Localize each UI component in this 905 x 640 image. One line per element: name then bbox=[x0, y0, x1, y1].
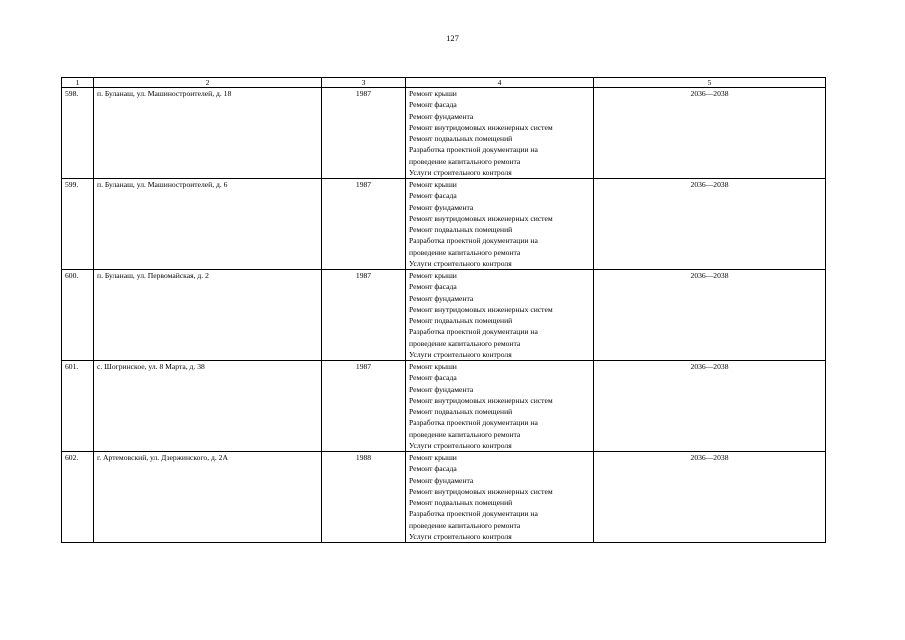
row-number-cell: 600. bbox=[62, 270, 94, 361]
work-item: Ремонт крыши bbox=[409, 362, 457, 371]
year-cell: 1987 bbox=[322, 270, 406, 361]
work-item: Ремонт внутридомовых инженерных систем bbox=[409, 395, 553, 405]
work-item: Ремонт крыши bbox=[409, 453, 457, 462]
work-item: проведение капитального ремонта bbox=[409, 338, 521, 348]
work-item: проведение капитального ремонта bbox=[409, 520, 521, 530]
work-item: проведение капитального ремонта bbox=[409, 156, 521, 166]
work-item: Ремонт фундамента bbox=[409, 384, 474, 394]
work-item: Ремонт фасада bbox=[409, 191, 457, 201]
work-item: Ремонт крыши bbox=[409, 89, 457, 98]
row-number-cell: 599. bbox=[62, 179, 94, 270]
work-item: Ремонт фасада bbox=[409, 373, 457, 383]
work-item: Услуги строительного контроля bbox=[409, 258, 512, 268]
work-item: Разработка проектной документации на bbox=[409, 327, 538, 337]
work-item: Ремонт фундамента bbox=[409, 475, 474, 485]
work-item: Разработка проектной документации на bbox=[409, 418, 538, 428]
period-cell: 2036—2038 bbox=[594, 88, 826, 179]
column-header: 2 bbox=[94, 78, 322, 88]
work-item: Разработка проектной документации на bbox=[409, 236, 538, 246]
work-item: Услуги строительного контроля bbox=[409, 167, 512, 177]
work-item: Ремонт фундамента bbox=[409, 293, 474, 303]
address-cell: п. Буланаш, ул. Первомайская, д. 2 bbox=[94, 270, 322, 361]
work-item: Ремонт внутридомовых инженерных систем bbox=[409, 486, 553, 496]
table-row bbox=[62, 270, 826, 361]
column-header: 4 bbox=[406, 78, 594, 88]
works-cell bbox=[406, 361, 594, 452]
address-cell: п. Буланаш, ул. Машиностроителей, д. 18 bbox=[94, 88, 322, 179]
table-row bbox=[62, 88, 826, 179]
works-cell bbox=[406, 88, 594, 179]
address-cell: г. Артемовский, ул. Дзержинского, д. 2А bbox=[94, 452, 322, 543]
work-item: Разработка проектной документации на bbox=[409, 145, 538, 155]
work-item: Ремонт внутридомовых инженерных систем bbox=[409, 304, 553, 314]
table-row bbox=[62, 361, 826, 452]
period-cell: 2036—2038 bbox=[594, 361, 826, 452]
work-item: Ремонт внутридомовых инженерных систем bbox=[409, 122, 553, 132]
table-body bbox=[62, 88, 826, 543]
works-cell bbox=[406, 452, 594, 543]
work-item: проведение капитального ремонта bbox=[409, 429, 521, 439]
work-item: Услуги строительного контроля bbox=[409, 531, 512, 541]
work-item: Ремонт фасада bbox=[409, 282, 457, 292]
table-row bbox=[62, 452, 826, 543]
work-item: Ремонт подвальных помещений bbox=[409, 134, 513, 143]
column-header: 3 bbox=[322, 78, 406, 88]
period-cell: 2036—2038 bbox=[594, 452, 826, 543]
row-number-cell: 598. bbox=[62, 88, 94, 179]
period-cell: 2036—2038 bbox=[594, 179, 826, 270]
row-number-cell: 601. bbox=[62, 361, 94, 452]
column-header: 5 bbox=[594, 78, 826, 88]
year-cell: 1988 bbox=[322, 452, 406, 543]
period-cell: 2036—2038 bbox=[594, 270, 826, 361]
table-row bbox=[62, 179, 826, 270]
work-item: Ремонт подвальных помещений bbox=[409, 316, 513, 325]
work-item: Ремонт подвальных помещений bbox=[409, 225, 513, 234]
address-cell: с. Шогринское, ул. 8 Марта, д. 38 bbox=[94, 361, 322, 452]
column-header: 1 bbox=[62, 78, 94, 88]
works-cell bbox=[406, 270, 594, 361]
work-item: Услуги строительного контроля bbox=[409, 440, 512, 450]
work-item: Ремонт фундамента bbox=[409, 111, 474, 121]
work-item: проведение капитального ремонта bbox=[409, 247, 521, 257]
work-item: Ремонт крыши bbox=[409, 180, 457, 189]
work-item: Ремонт внутридомовых инженерных систем bbox=[409, 213, 553, 223]
capital-repair-table bbox=[61, 77, 826, 543]
work-item: Услуги строительного контроля bbox=[409, 349, 512, 359]
work-item: Ремонт фундамента bbox=[409, 202, 474, 212]
table-header-row bbox=[62, 78, 826, 88]
work-item: Ремонт крыши bbox=[409, 271, 457, 280]
work-item: Разработка проектной документации на bbox=[409, 509, 538, 519]
year-cell: 1987 bbox=[322, 361, 406, 452]
page-number: 127 bbox=[446, 33, 459, 43]
work-item: Ремонт фасада bbox=[409, 464, 457, 474]
year-cell: 1987 bbox=[322, 88, 406, 179]
work-item: Ремонт фасада bbox=[409, 100, 457, 110]
works-cell bbox=[406, 179, 594, 270]
work-item: Ремонт подвальных помещений bbox=[409, 498, 513, 507]
work-item: Ремонт подвальных помещений bbox=[409, 407, 513, 416]
row-number-cell: 602. bbox=[62, 452, 94, 543]
year-cell: 1987 bbox=[322, 179, 406, 270]
address-cell: п. Буланаш, ул. Машиностроителей, д. 6 bbox=[94, 179, 322, 270]
